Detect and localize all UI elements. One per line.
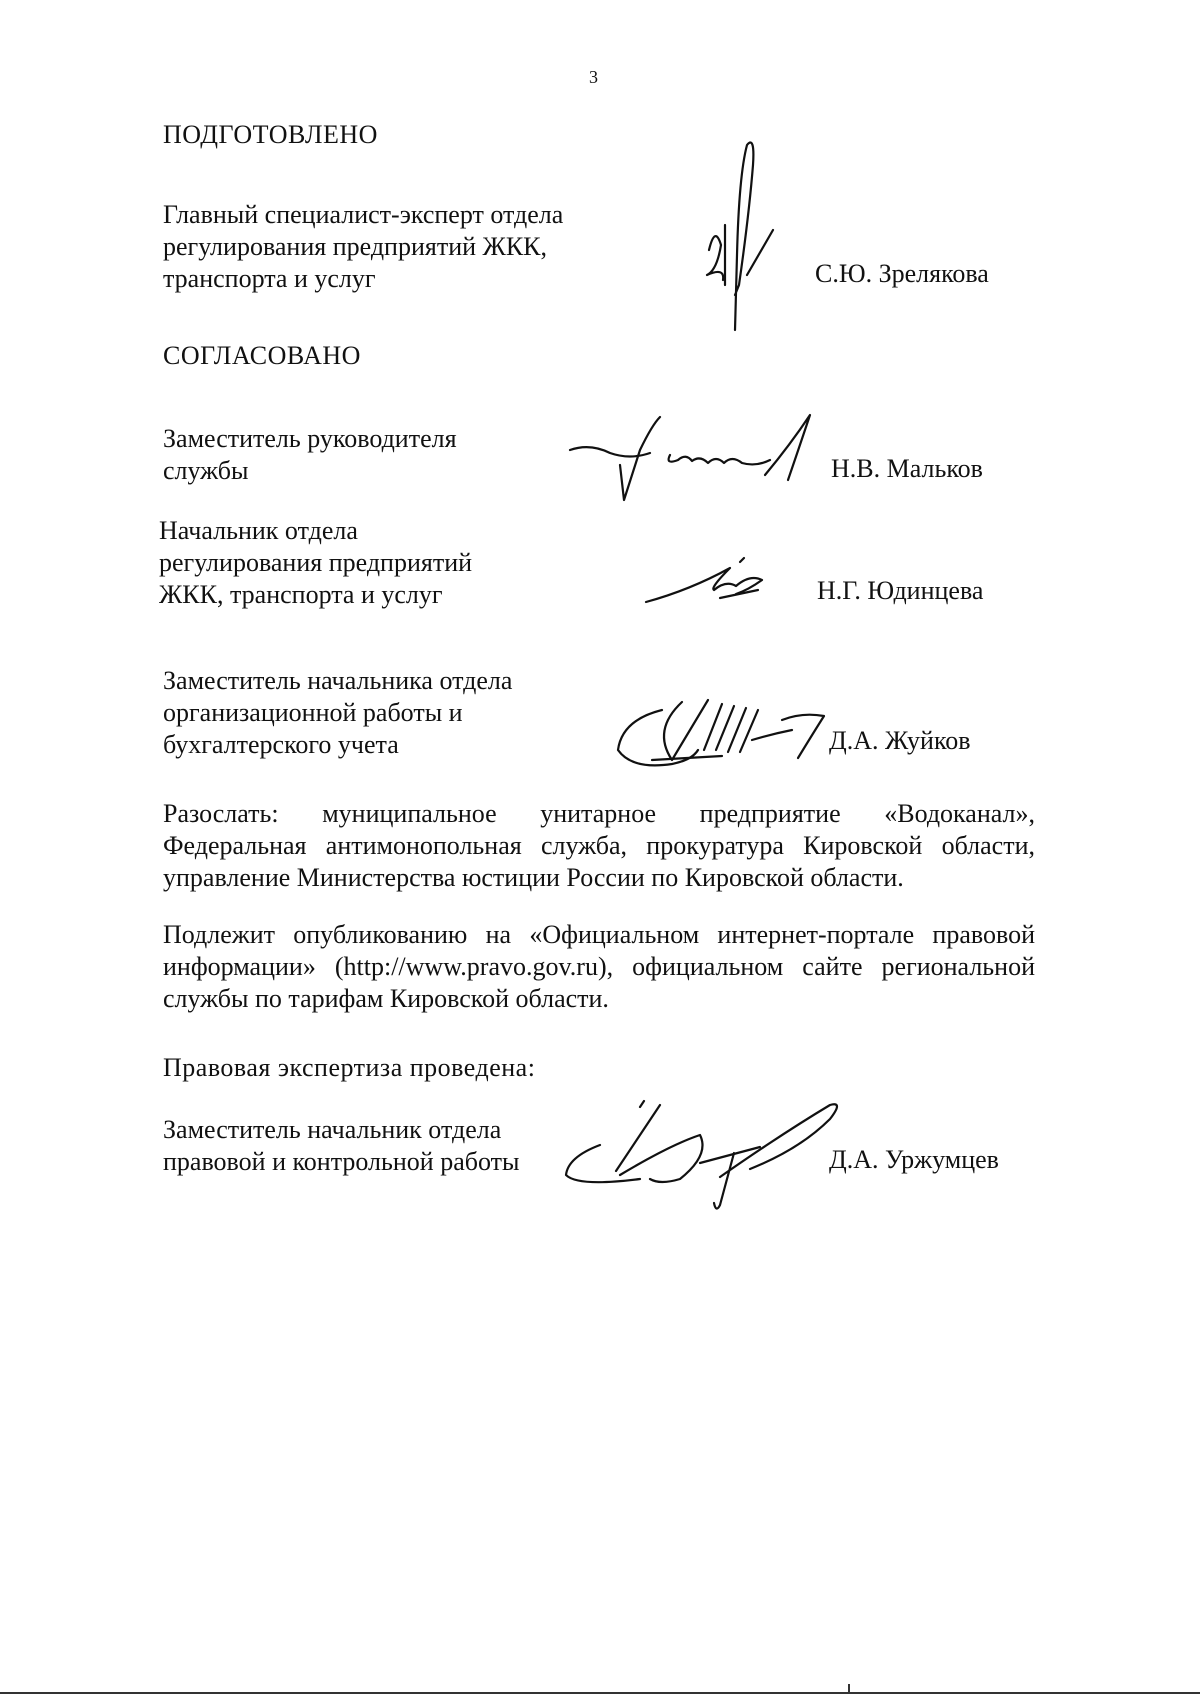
- signer-name: Н.В. Мальков: [831, 454, 983, 483]
- position-line: регулирования предприятий: [159, 548, 473, 577]
- signature-urzhumtsev-icon: [560, 1095, 850, 1215]
- signature-zhuikov-icon: [612, 690, 842, 780]
- footer-divider: [0, 1692, 1200, 1694]
- legal-review-position: [163, 1114, 519, 1178]
- signer-position: [159, 515, 472, 611]
- signature-yudintseva-icon: [640, 550, 780, 610]
- legal-review-heading: Правовая экспертиза проведена:: [163, 1053, 536, 1082]
- legal-review-name: Д.А. Уржумцев: [829, 1145, 999, 1174]
- signature-zrelyakova-icon: [695, 135, 785, 335]
- position-line: транспорта и услуг: [163, 264, 376, 293]
- position-line: Заместитель начальник отдела: [163, 1115, 502, 1144]
- agreed-heading: СОГЛАСОВАНО: [163, 341, 361, 370]
- paragraph-line: службы по тарифам Кировской области.: [163, 984, 609, 1013]
- paragraph-line: Подлежит опубликованию на «Официальном интернет-портале правовой: [163, 920, 1035, 949]
- signature-malkov-icon: [560, 405, 830, 505]
- position-line: Заместитель руководителя: [163, 424, 457, 453]
- paragraph-line: управление Министерства юстиции России по Кировской области.: [163, 863, 904, 892]
- position-line: ЖКК, транспорта и услуг: [159, 580, 443, 609]
- signer-name: Д.А. Жуйков: [829, 726, 971, 755]
- page-number: 3: [589, 67, 598, 87]
- paragraph-line: Федеральная антимонопольная служба, прокуратура Кировской области,: [163, 831, 1035, 860]
- position-line: правовой и контрольной работы: [163, 1147, 520, 1176]
- position-line: организационной работы и: [163, 698, 463, 727]
- paragraph-line: Разослать: муниципальное унитарное предприятие «Водоканал»,: [163, 799, 1035, 828]
- position-line: Главный специалист-эксперт отдела: [163, 200, 564, 229]
- signer-position: [163, 665, 512, 761]
- distribution-paragraph: [163, 798, 1035, 894]
- prepared-name: С.Ю. Зрелякова: [815, 259, 989, 288]
- footer-tick-mark: [848, 1684, 850, 1694]
- position-line: бухгалтерского учета: [163, 730, 399, 759]
- position-line: Начальник отдела: [159, 516, 358, 545]
- prepared-heading: ПОДГОТОВЛЕНО: [163, 120, 378, 149]
- position-line: Заместитель начальника отдела: [163, 666, 513, 695]
- prepared-position: [163, 199, 563, 295]
- signer-name: Н.Г. Юдинцева: [817, 576, 984, 605]
- paragraph-line: информации» (http://www.pravo.gov.ru), официальном сайте региональной: [163, 952, 1035, 981]
- publication-paragraph: [163, 919, 1035, 1015]
- position-line: службы: [163, 456, 249, 485]
- position-line: регулирования предприятий ЖКК,: [163, 232, 548, 261]
- signer-position: [163, 423, 457, 487]
